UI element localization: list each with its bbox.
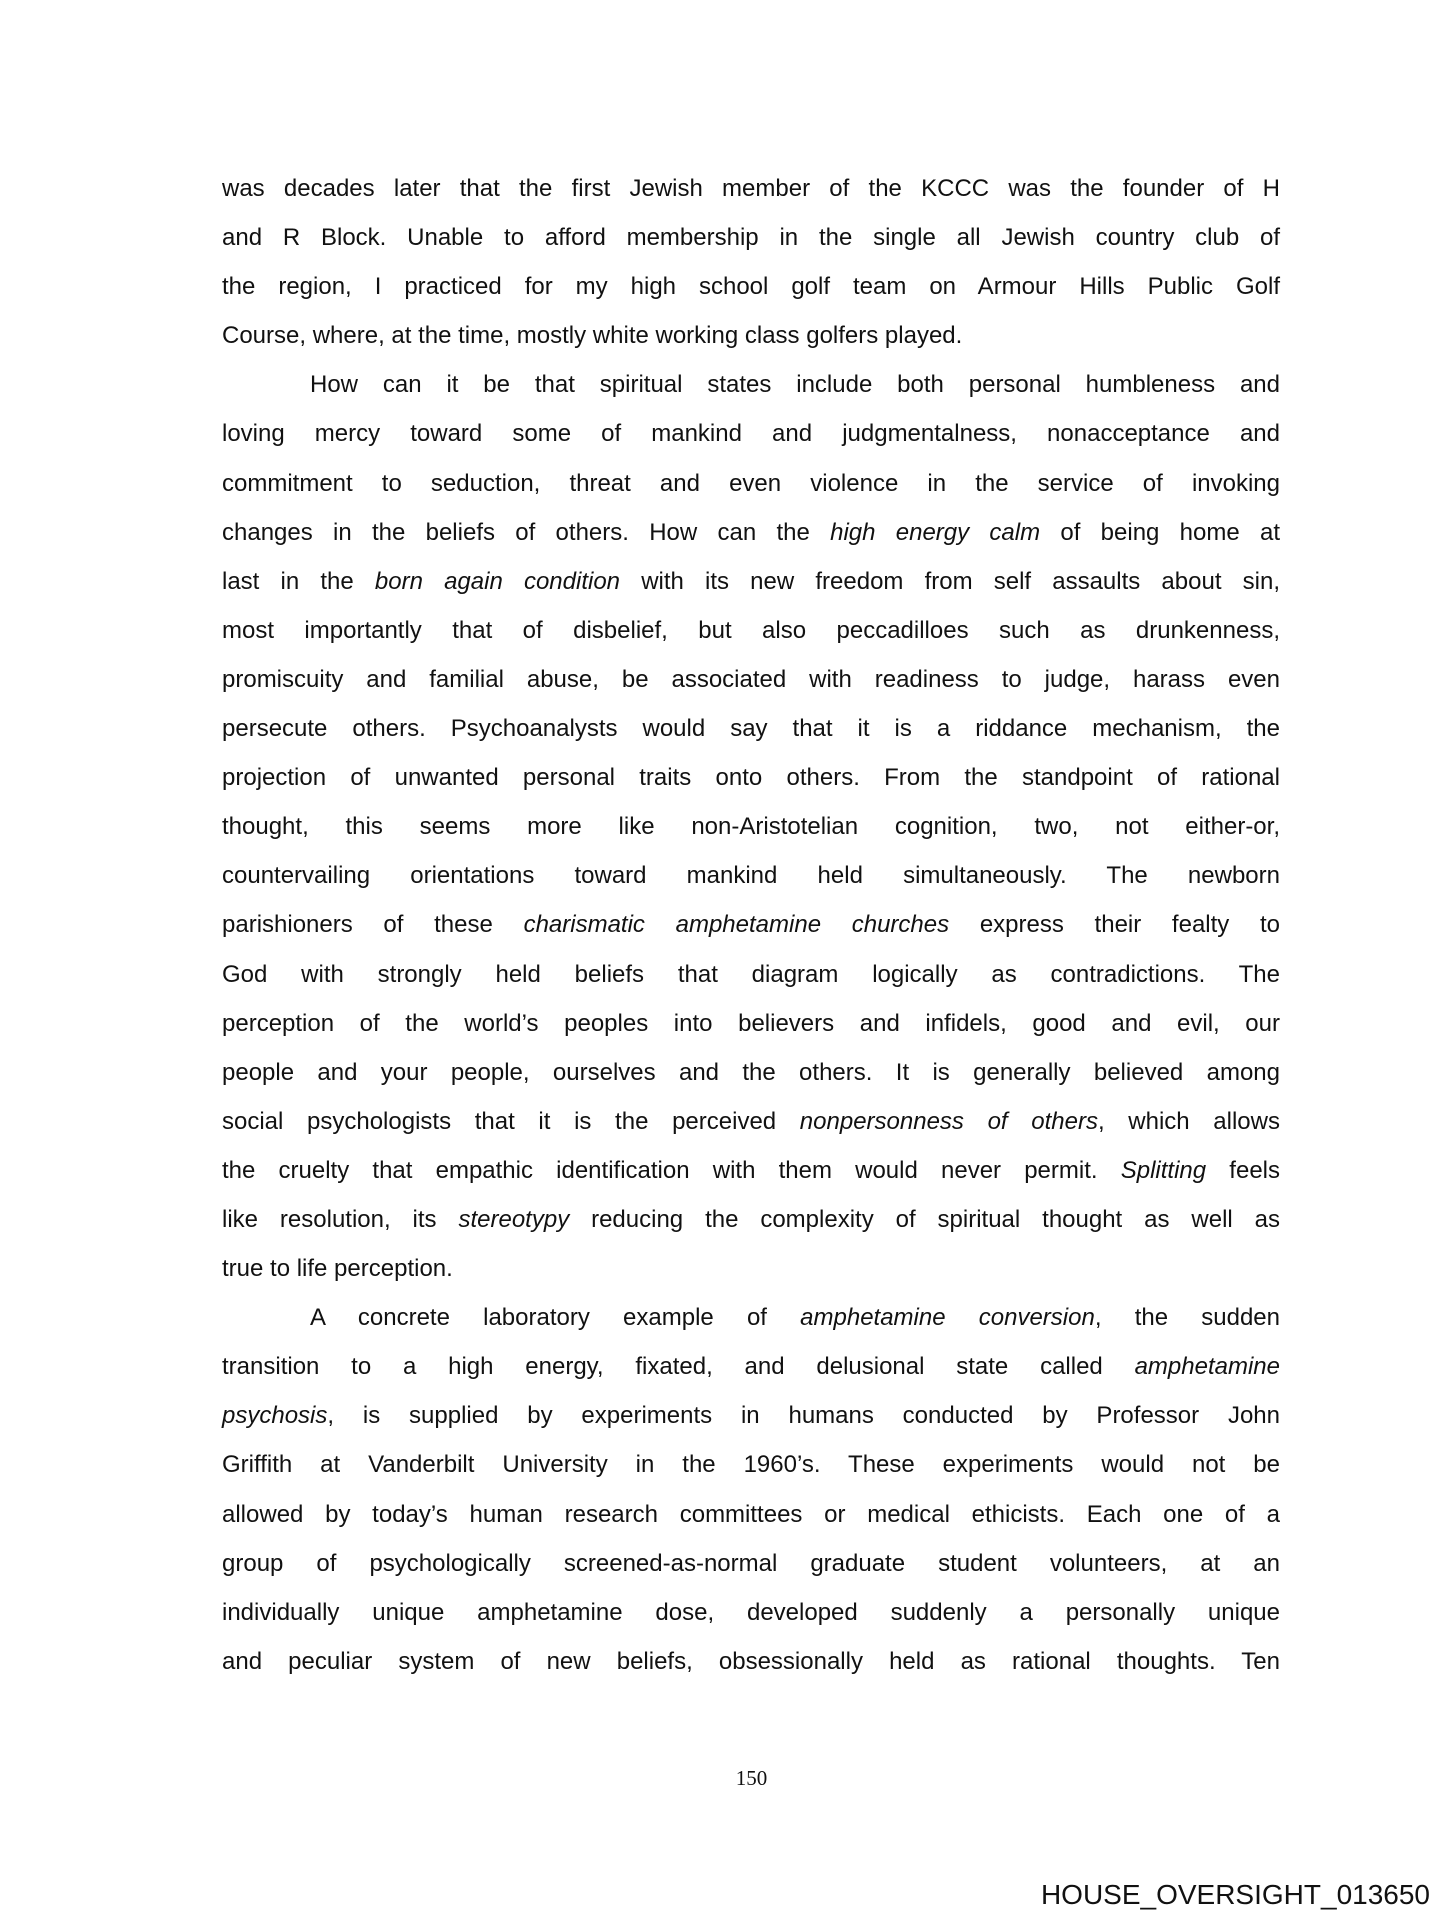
- italic-phrase: nonpersonness of others: [799, 1107, 1098, 1135]
- text-line: [222, 1244, 1280, 1293]
- italic-phrase: high energy calm: [830, 518, 1041, 546]
- text-run: individually unique amphetamine dose, developed suddenly a personally unique: [222, 1598, 1280, 1626]
- text-line: [222, 508, 1280, 557]
- text-run: allowed by today’s human research committees or medical ethicists. Each one of a: [222, 1500, 1280, 1528]
- text-line: [222, 1342, 1280, 1391]
- text-run: of being home at: [1040, 518, 1280, 546]
- text-line: [222, 950, 1280, 999]
- text-run: last in the: [222, 567, 375, 595]
- text-run: countervailing orientations toward mankind held simultaneously. The newborn: [222, 862, 1280, 890]
- text-run: Course, where, at the time, mostly white working class golfers played.: [222, 322, 963, 350]
- text-line: [222, 1637, 1280, 1686]
- text-run: How can it be that spiritual states include both personal humbleness and: [310, 371, 1280, 399]
- text-line: [222, 900, 1280, 949]
- text-run: , which allows: [1097, 1107, 1280, 1135]
- italic-phrase: amphetamine: [1134, 1353, 1280, 1381]
- italic-phrase: amphetamine conversion: [800, 1304, 1095, 1332]
- text-line: [222, 459, 1280, 508]
- text-line: [222, 802, 1280, 851]
- text-run: changes in the beliefs of others. How can the: [222, 518, 831, 546]
- text-line: [222, 1048, 1280, 1097]
- paragraph: [222, 1293, 1280, 1686]
- text-line: [222, 1097, 1280, 1146]
- text-run: Griffith at Vanderbilt University in the 1960’s. These experiments would not be: [222, 1451, 1280, 1479]
- text-line: [222, 1146, 1280, 1195]
- text-run: feels: [1206, 1156, 1280, 1184]
- text-line: [222, 262, 1280, 311]
- text-line: [222, 409, 1280, 458]
- paragraph: [222, 360, 1280, 1293]
- text-line: [222, 311, 1280, 360]
- text-line: [222, 1588, 1280, 1637]
- text-run: the region, I practiced for my high school golf team on Armour Hills Public Golf: [222, 273, 1280, 301]
- text-line: [222, 164, 1280, 213]
- text-line: [222, 1391, 1280, 1440]
- text-line: [222, 1440, 1280, 1489]
- text-run: social psychologists that it is the perceived: [222, 1107, 800, 1135]
- text-run: true to life perception.: [222, 1255, 453, 1283]
- text-line: [222, 213, 1280, 262]
- text-run: God with strongly held beliefs that diagram logically as contradictions. The: [222, 960, 1280, 988]
- bates-stamp: HOUSE_OVERSIGHT_013650: [1040, 1879, 1430, 1910]
- text-run: group of psychologically screened-as-normal graduate student volunteers, at an: [222, 1549, 1280, 1577]
- text-run: most importantly that of disbelief, but also peccadilloes such as drunkenness,: [222, 616, 1280, 644]
- text-run: and peculiar system of new beliefs, obsessionally held as rational thoughts. Ten: [222, 1647, 1280, 1675]
- text-run: , is supplied by experiments in humans conducted by Professor John: [327, 1402, 1280, 1430]
- page-body: [222, 164, 1280, 1686]
- text-line: [222, 1539, 1280, 1588]
- text-run: promiscuity and familial abuse, be associated with readiness to judge, harass even: [222, 665, 1280, 693]
- text-run: reducing the complexity of spiritual thought as well as: [569, 1205, 1280, 1233]
- text-line: [222, 753, 1280, 802]
- text-line: [222, 360, 1280, 409]
- text-line: [222, 851, 1280, 900]
- text-run: the cruelty that empathic identification with them would never permit.: [222, 1156, 1121, 1184]
- text-run: loving mercy toward some of mankind and judgmentalness, nonacceptance and: [222, 420, 1280, 448]
- italic-phrase: charismatic amphetamine churches: [523, 911, 950, 939]
- text-run: perception of the world’s peoples into believers and infidels, good and evil, our: [222, 1009, 1280, 1037]
- text-line: [222, 704, 1280, 753]
- text-run: , the sudden: [1094, 1304, 1280, 1332]
- text-run: thought, this seems more like non-Aristotelian cognition, two, not either-or,: [222, 813, 1280, 841]
- text-run: projection of unwanted personal traits onto others. From the standpoint of rational: [222, 764, 1280, 792]
- text-line: [222, 1490, 1280, 1539]
- italic-phrase: Splitting: [1120, 1156, 1207, 1184]
- page-number: 150: [735, 1766, 768, 1790]
- text-run: people and your people, ourselves and the others. It is generally believed among: [222, 1058, 1280, 1086]
- italic-phrase: psychosis: [222, 1402, 328, 1430]
- text-run: was decades later that the first Jewish member of the KCCC was the founder of H: [222, 175, 1280, 202]
- italic-phrase: stereotypy: [458, 1205, 570, 1233]
- text-line: [222, 606, 1280, 655]
- text-run: express their fealty to: [949, 911, 1281, 939]
- text-run: commitment to seduction, threat and even violence in the service of invoking: [222, 469, 1280, 497]
- italic-phrase: born again condition: [374, 567, 621, 595]
- text-run: and R Block. Unable to afford membership in the single all Jewish country club of: [222, 224, 1280, 252]
- text-line: [222, 999, 1280, 1048]
- text-run: like resolution, its: [222, 1205, 459, 1233]
- text-line: [222, 1195, 1280, 1244]
- text-run: persecute others. Psychoanalysts would say that it is a riddance mechanism, the: [222, 715, 1280, 743]
- text-line: [222, 1293, 1280, 1342]
- text-line: [222, 655, 1280, 704]
- text-run: with its new freedom from self assaults about sin,: [620, 567, 1280, 595]
- text-run: transition to a high energy, fixated, and delusional state called: [222, 1353, 1135, 1381]
- text-run: A concrete laboratory example of: [310, 1304, 801, 1332]
- text-run: parishioners of these: [222, 911, 524, 939]
- text-line: [222, 557, 1280, 606]
- paragraph: [222, 164, 1280, 360]
